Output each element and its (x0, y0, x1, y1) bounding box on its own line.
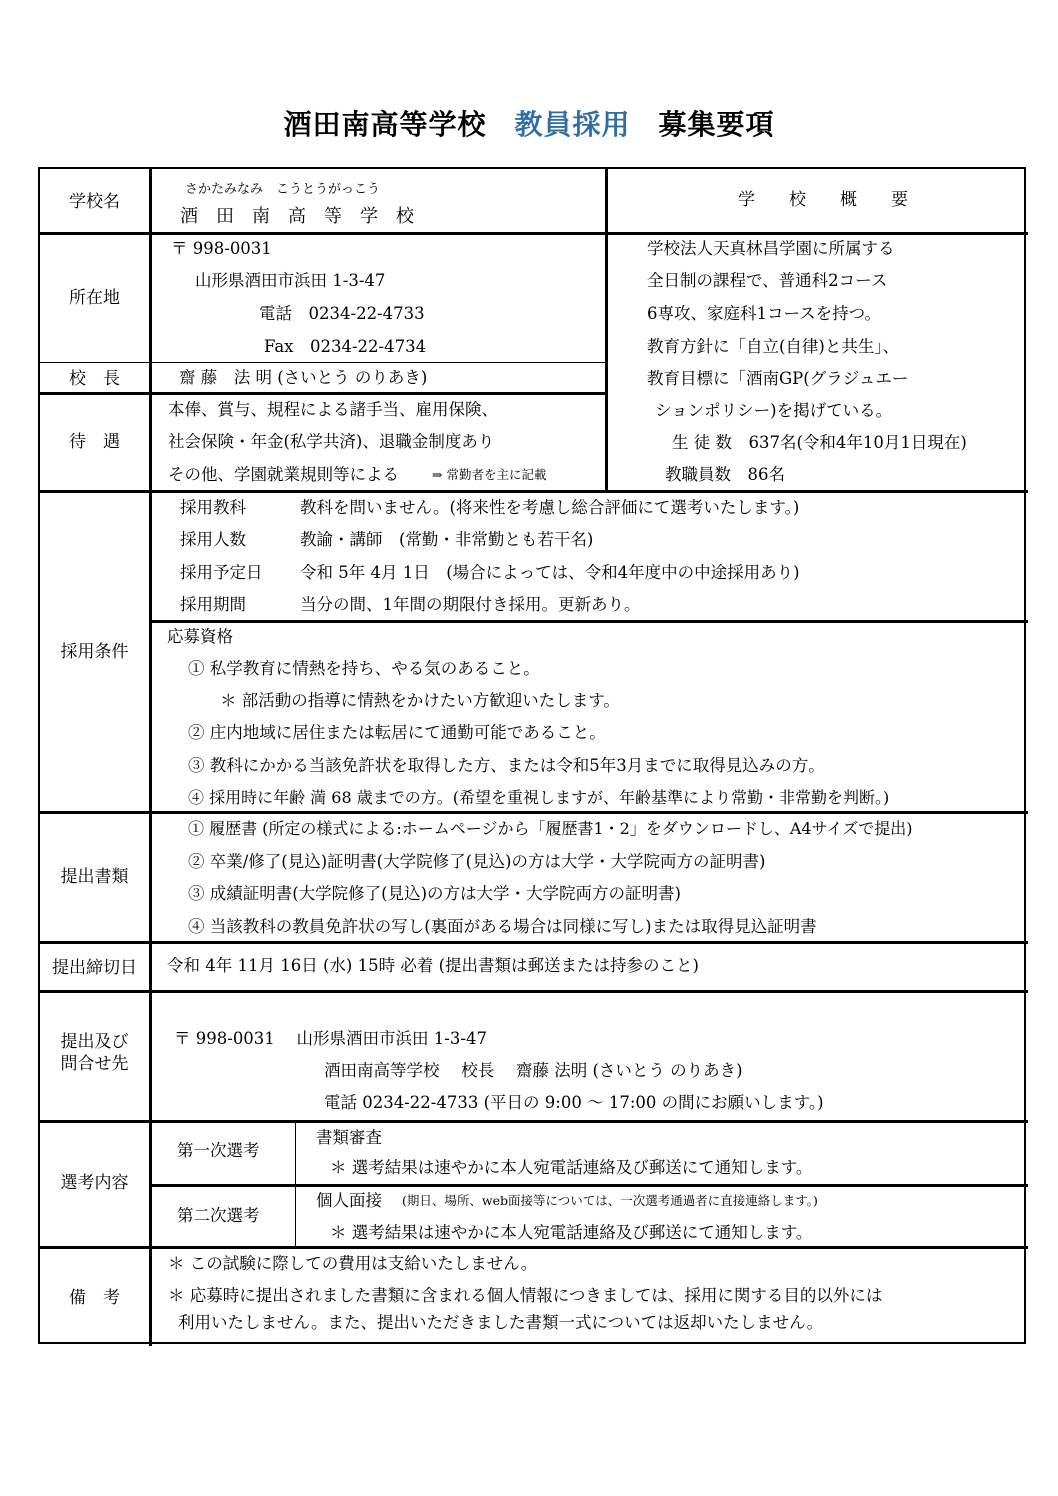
address-label: 所在地 (69, 288, 120, 308)
address-postal: 〒 998-0031 (171, 239, 272, 258)
qualification-item: ② 庄内地域に居住または転居にて通勤可能であること。 (188, 723, 606, 742)
qualification-item: ④ 採用時に年齢 満 68 歳までの方。(希望を重視しますが、年齢基準により常勤・非常勤を判断。) (188, 788, 890, 807)
second-selection-title: 個人面接 (316, 1191, 382, 1210)
contact-phone: 電話 0234-22-4733 (平日の 9:00 ～ 17:00 の間にお願いします。) (324, 1093, 824, 1112)
recruitment-table (38, 167, 1026, 1344)
second-selection-detail: (期日、場所、web面接等については、一次選考通過者に直接連絡します。) (402, 1193, 818, 1208)
condition-value: 当分の間、1年間の期限付き採用。更新あり。 (300, 595, 641, 614)
document-item: ④ 当該教科の教員免許状の写し(裏面がある場合は同様に写し)または取得見込証明書 (188, 917, 817, 936)
condition-key: 採用人数 (180, 530, 246, 549)
contact-address: 〒 998-0031 山形県酒田市浜田 1-3-47 (174, 1029, 487, 1048)
page-title (0, 103, 1058, 143)
principal-name: 齋 藤 法 明 (さいとう のりあき) (179, 368, 428, 387)
benefits-line: 本俸、賞与、規程による諸手当、雇用保険、 (168, 400, 498, 419)
overview-line: 教職員数 86名 (665, 465, 785, 484)
remarks-line: ＊ この試験に際しての費用は支給いたしません。 (168, 1254, 538, 1273)
row-divider (149, 620, 1028, 623)
qualification-note: ＊ 部活動の指導に情熱をかけたい方歓迎いたします。 (220, 691, 620, 710)
first-selection-title: 書類審査 (316, 1128, 382, 1147)
benefits-note: ⇒ 常勤者を主に記載 (432, 467, 547, 482)
address-street: 山形県酒田市浜田 1-3-47 (195, 271, 386, 290)
school-label: 学校名 (69, 192, 120, 212)
remarks-line: ＊ 応募時に提出されました書類に含まれる個人情報につきましては、採用に関する目的以外には (168, 1286, 883, 1305)
address-fax: Fax 0234-22-4734 (264, 337, 427, 356)
selection-label: 選考内容 (60, 1173, 129, 1193)
overview-line: 教育目標に「酒南GP(グラジュエー (647, 369, 909, 388)
condition-value: 教諭・講師 (常勤・非常勤とも若干名) (300, 530, 594, 549)
second-selection-note: ＊ 選考結果は速やかに本人宛電話連絡及び郵送にて通知します。 (330, 1223, 813, 1242)
title-recruit: 教員採用 (514, 108, 631, 141)
benefits-line: 社会保険・年金(私学共済)、退職金制度あり (168, 432, 495, 451)
school-name: 酒 田 南 高 等 学 校 (180, 206, 414, 227)
conditions-label: 採用条件 (60, 642, 129, 662)
qualification-item: ③ 教科にかかる当該免許状を取得した方、または令和5年3月までに取得見込みの方。 (188, 756, 825, 775)
benefits-label: 待 遇 (69, 432, 120, 452)
row-divider (40, 1246, 1028, 1249)
condition-value: 令和 5年 4月 1日 (場合によっては、令和4年度中の中途採用あり) (300, 563, 800, 582)
title-guideline: 募集要項 (658, 108, 775, 141)
selection-divider (295, 1120, 296, 1247)
contact-label-line: 問合せ先 (60, 1054, 129, 1075)
contact-name: 酒田南高等学校 校長 齋藤 法明 (さいとう のりあき) (324, 1061, 743, 1080)
condition-key: 採用教科 (180, 498, 246, 517)
document-item: ② 卒業/修了(見込)証明書(大学院修了(見込)の方は大学・大学院両方の証明書) (188, 852, 766, 871)
condition-key: 採用期間 (180, 595, 246, 614)
row-divider (40, 362, 607, 363)
condition-value: 教科を問いません。(将来性を考慮し総合評価にて選考いたします。) (300, 498, 800, 517)
row-divider (40, 232, 1028, 235)
overview-line: 全日制の課程で、普通科2コース (647, 271, 888, 290)
benefits-line: その他、学園就業規則等による (168, 465, 399, 484)
row-divider (40, 811, 1028, 814)
label-column-divider (149, 169, 152, 1346)
contact-label-line: 提出及び (60, 1032, 129, 1052)
deadline-label: 提出締切日 (52, 958, 137, 978)
overview-line: 6専攻、家庭科1コースを持つ。 (647, 304, 882, 323)
overview-line: ションポリシー)を掲げている。 (655, 401, 893, 420)
deadline-text: 令和 4年 11月 16日 (水) 15時 必着 (提出書類は郵送または持参のこと) (167, 956, 699, 975)
document-item: ③ 成績証明書(大学院修了(見込)の方は大学・大学院両方の証明書) (188, 884, 681, 903)
qualification-item: ① 私学教育に情熱を持ち、やる気のあること。 (188, 659, 540, 678)
second-selection-label: 第二次選考 (177, 1206, 260, 1225)
principal-label: 校 長 (69, 369, 120, 389)
first-selection-label: 第一次選考 (177, 1141, 260, 1160)
overview-header: 学 校 概 要 (738, 190, 908, 210)
qualification-title: 応募資格 (167, 627, 233, 646)
row-divider (40, 1120, 1028, 1123)
condition-key: 採用予定日 (180, 563, 263, 582)
first-selection-note: ＊ 選考結果は速やかに本人宛電話連絡及び郵送にて通知します。 (330, 1158, 813, 1177)
row-divider (40, 941, 1028, 944)
overview-line: 教育方針に「自立(自律)と共生」、 (647, 337, 900, 356)
remarks-label: 備 考 (69, 1288, 120, 1308)
row-divider (40, 990, 1028, 993)
address-tel: 電話 0234-22-4733 (259, 304, 425, 323)
row-divider (40, 392, 607, 395)
row-divider (149, 1184, 1028, 1187)
overview-line: 学校法人天真林昌学園に所属する (647, 239, 895, 258)
document-item: ① 履歴書 (所定の様式による:ホームページから「履歴書1・2」をダウンロードし、A4サイズで提出) (188, 819, 913, 838)
remarks-line: 利用いたしません。また、提出いただきました書類一式については返却いたしません。 (178, 1313, 824, 1332)
school-furigana: さかたみなみ こうとうがっこう (185, 182, 381, 197)
row-divider (40, 490, 1028, 493)
documents-label: 提出書類 (60, 867, 129, 887)
contact-label (40, 1031, 149, 1075)
overview-divider (605, 169, 608, 492)
overview-line: 生 徒 数 637名(令和4年10月1日現在) (672, 433, 967, 452)
title-school: 酒田南高等学校 (283, 108, 487, 141)
